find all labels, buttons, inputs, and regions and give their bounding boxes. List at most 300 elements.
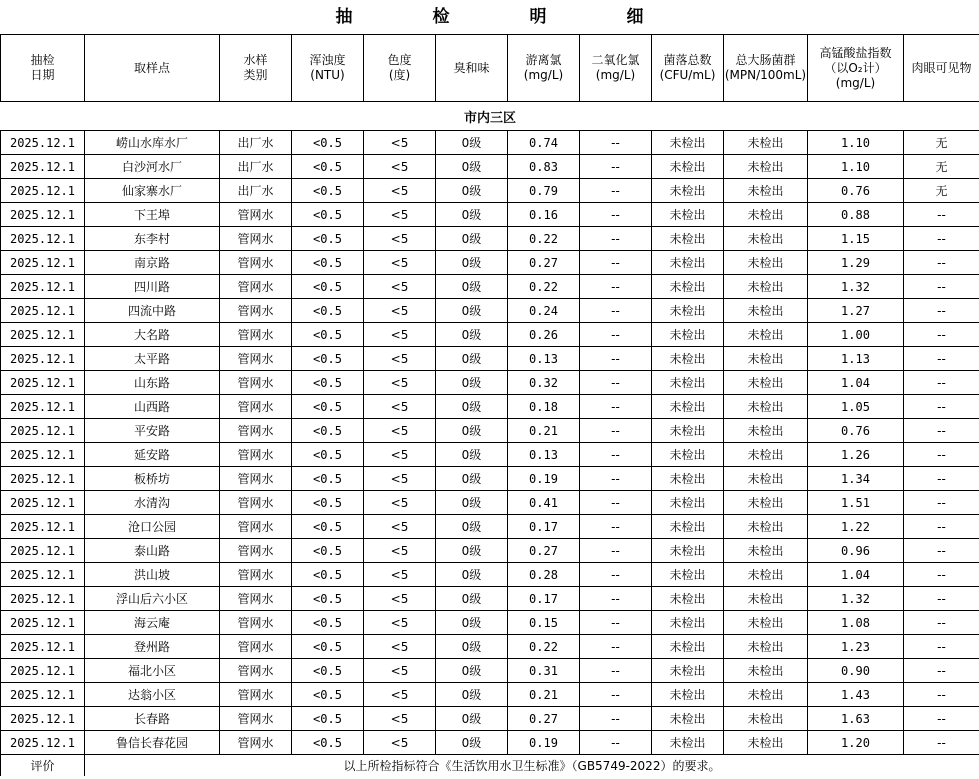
- table-cell: --: [580, 539, 652, 563]
- column-header-line: 菌落总数: [663, 53, 712, 67]
- table-row: [1, 539, 979, 563]
- table-cell: --: [580, 467, 652, 491]
- table-cell: <5: [364, 731, 436, 755]
- table-cell: 2025.12.1: [1, 515, 85, 539]
- table-cell: <0.5: [292, 539, 364, 563]
- table-cell: --: [904, 203, 979, 227]
- table-cell: 未检出: [724, 227, 808, 251]
- table-cell: --: [904, 731, 979, 755]
- table-cell: 未检出: [652, 683, 724, 707]
- table-cell: 1.15: [808, 227, 904, 251]
- table-cell: --: [904, 539, 979, 563]
- table-cell: 0级: [436, 635, 508, 659]
- table-cell: 0级: [436, 275, 508, 299]
- table-row: [1, 251, 979, 275]
- table-cell: --: [580, 395, 652, 419]
- table-cell: 板桥坊: [85, 467, 220, 491]
- table-cell: 1.43: [808, 683, 904, 707]
- table-cell: 0.18: [508, 395, 580, 419]
- table-cell: <0.5: [292, 419, 364, 443]
- table-row: [1, 659, 979, 683]
- table-cell: 未检出: [652, 371, 724, 395]
- table-cell: --: [904, 659, 979, 683]
- table-row: [1, 131, 979, 155]
- table-cell: <0.5: [292, 395, 364, 419]
- table-cell: 2025.12.1: [1, 467, 85, 491]
- table-cell: 未检出: [652, 659, 724, 683]
- table-cell: 山东路: [85, 371, 220, 395]
- table-cell: <0.5: [292, 251, 364, 275]
- table-cell: <0.5: [292, 299, 364, 323]
- table-cell: 下王埠: [85, 203, 220, 227]
- table-cell: 0.27: [508, 539, 580, 563]
- column-header: [220, 35, 292, 102]
- table-cell: 未检出: [724, 539, 808, 563]
- column-header: [292, 35, 364, 102]
- table-cell: 2025.12.1: [1, 299, 85, 323]
- table-cell: 0.21: [508, 683, 580, 707]
- table-row: [1, 731, 979, 755]
- column-header-line: （以O₂计）: [824, 60, 887, 75]
- table-cell: 未检出: [724, 635, 808, 659]
- table-row: [1, 371, 979, 395]
- table-cell: 未检出: [724, 251, 808, 275]
- column-header-line: (MPN/100mL): [724, 68, 807, 82]
- table-cell: 0.27: [508, 251, 580, 275]
- table-cell: 0.26: [508, 323, 580, 347]
- table-cell: 管网水: [220, 299, 292, 323]
- table-cell: 1.26: [808, 443, 904, 467]
- table-cell: 管网水: [220, 203, 292, 227]
- inspection-table: [0, 34, 979, 776]
- section-title: 市内三区: [1, 102, 979, 131]
- table-cell: 0.19: [508, 467, 580, 491]
- table-cell: 南京路: [85, 251, 220, 275]
- table-cell: 2025.12.1: [1, 731, 85, 755]
- column-header-line: (mg/L): [595, 68, 636, 82]
- table-cell: 1.08: [808, 611, 904, 635]
- table-cell: 2025.12.1: [1, 419, 85, 443]
- table-cell: 达翁小区: [85, 683, 220, 707]
- table-cell: 0.76: [808, 419, 904, 443]
- table-cell: 未检出: [652, 563, 724, 587]
- table-cell: 管网水: [220, 539, 292, 563]
- table-cell: 未检出: [724, 203, 808, 227]
- table-cell: --: [580, 443, 652, 467]
- table-row: [1, 491, 979, 515]
- table-cell: <0.5: [292, 707, 364, 731]
- table-cell: 未检出: [652, 395, 724, 419]
- table-row: [1, 227, 979, 251]
- table-cell: --: [904, 611, 979, 635]
- table-cell: <5: [364, 683, 436, 707]
- table-cell: 2025.12.1: [1, 491, 85, 515]
- table-cell: <5: [364, 707, 436, 731]
- table-cell: 2025.12.1: [1, 347, 85, 371]
- table-cell: 未检出: [724, 683, 808, 707]
- table-cell: 未检出: [724, 443, 808, 467]
- table-cell: 未检出: [724, 179, 808, 203]
- table-cell: --: [904, 635, 979, 659]
- column-header-line: (mg/L): [523, 68, 564, 82]
- table-cell: --: [580, 419, 652, 443]
- column-header: [904, 35, 979, 102]
- table-cell: --: [580, 635, 652, 659]
- table-cell: 未检出: [724, 731, 808, 755]
- table-cell: 0.22: [508, 275, 580, 299]
- table-cell: 未检出: [652, 419, 724, 443]
- table-cell: 2025.12.1: [1, 395, 85, 419]
- table-cell: 未检出: [652, 611, 724, 635]
- table-cell: 1.23: [808, 635, 904, 659]
- table-cell: 未检出: [724, 611, 808, 635]
- column-header-line: 类别: [243, 68, 268, 82]
- table-cell: <5: [364, 515, 436, 539]
- table-cell: <5: [364, 347, 436, 371]
- table-cell: 1.04: [808, 371, 904, 395]
- column-header: [808, 35, 904, 102]
- table-cell: 2025.12.1: [1, 227, 85, 251]
- table-cell: 0.24: [508, 299, 580, 323]
- table-cell: <5: [364, 587, 436, 611]
- table-cell: 未检出: [652, 275, 724, 299]
- table-cell: 未检出: [652, 203, 724, 227]
- table-cell: --: [904, 443, 979, 467]
- table-cell: --: [580, 203, 652, 227]
- table-cell: 管网水: [220, 635, 292, 659]
- column-header-line: 肉眼可见物: [911, 60, 972, 75]
- evaluation-row: [1, 755, 979, 777]
- table-cell: 未检出: [652, 299, 724, 323]
- table-cell: 1.22: [808, 515, 904, 539]
- column-header: [1, 35, 85, 102]
- table-cell: 0级: [436, 587, 508, 611]
- table-cell: 0级: [436, 563, 508, 587]
- table-cell: 洪山坡: [85, 563, 220, 587]
- table-cell: 0级: [436, 179, 508, 203]
- table-cell: --: [904, 419, 979, 443]
- column-header-line: 色度: [387, 53, 412, 67]
- table-cell: <0.5: [292, 515, 364, 539]
- table-cell: 平安路: [85, 419, 220, 443]
- column-header-line: 日期: [30, 68, 55, 82]
- table-cell: 未检出: [652, 635, 724, 659]
- table-cell: <5: [364, 371, 436, 395]
- column-header-line: 臭和味: [453, 60, 490, 75]
- column-header-line: 抽检: [30, 53, 55, 67]
- table-cell: <5: [364, 539, 436, 563]
- table-cell: 0.96: [808, 539, 904, 563]
- table-cell: 山西路: [85, 395, 220, 419]
- table-cell: 0.16: [508, 203, 580, 227]
- table-cell: 管网水: [220, 587, 292, 611]
- table-cell: 四川路: [85, 275, 220, 299]
- table-cell: <0.5: [292, 443, 364, 467]
- table-cell: <0.5: [292, 467, 364, 491]
- column-header: [85, 35, 220, 102]
- table-cell: --: [580, 179, 652, 203]
- section-row: [1, 102, 979, 131]
- evaluation-text: 以上所检指标符合《生活饮用水卫生标准》（GB5749-2022）的要求。: [85, 755, 979, 777]
- table-cell: 0级: [436, 467, 508, 491]
- table-cell: 管网水: [220, 419, 292, 443]
- table-cell: --: [904, 251, 979, 275]
- table-cell: <0.5: [292, 203, 364, 227]
- table-row: [1, 299, 979, 323]
- table-cell: 管网水: [220, 347, 292, 371]
- table-cell: 0.83: [508, 155, 580, 179]
- table-cell: 管网水: [220, 323, 292, 347]
- table-cell: 仙家寨水厂: [85, 179, 220, 203]
- table-cell: 未检出: [724, 515, 808, 539]
- table-cell: <5: [364, 467, 436, 491]
- table-cell: --: [904, 563, 979, 587]
- table-cell: 0级: [436, 155, 508, 179]
- table-cell: 无: [904, 179, 979, 203]
- table-cell: 2025.12.1: [1, 323, 85, 347]
- table-cell: <5: [364, 155, 436, 179]
- column-header: [724, 35, 808, 102]
- table-cell: <5: [364, 251, 436, 275]
- table-cell: 2025.12.1: [1, 251, 85, 275]
- table-cell: <5: [364, 299, 436, 323]
- table-cell: 沧口公园: [85, 515, 220, 539]
- table-cell: <5: [364, 275, 436, 299]
- title-char: 抽: [335, 7, 353, 27]
- table-cell: --: [904, 467, 979, 491]
- table-cell: 0.21: [508, 419, 580, 443]
- table-cell: 0级: [436, 419, 508, 443]
- table-cell: 0级: [436, 443, 508, 467]
- table-cell: 未检出: [652, 251, 724, 275]
- table-cell: <0.5: [292, 347, 364, 371]
- table-cell: 2025.12.1: [1, 683, 85, 707]
- table-cell: --: [580, 683, 652, 707]
- table-cell: 0级: [436, 731, 508, 755]
- table-cell: 1.04: [808, 563, 904, 587]
- table-cell: 管网水: [220, 707, 292, 731]
- table-cell: 管网水: [220, 683, 292, 707]
- table-cell: --: [904, 347, 979, 371]
- table-cell: 未检出: [724, 491, 808, 515]
- table-cell: 未检出: [652, 323, 724, 347]
- table-cell: 0.88: [808, 203, 904, 227]
- table-cell: <5: [364, 227, 436, 251]
- table-cell: 管网水: [220, 227, 292, 251]
- table-row: [1, 323, 979, 347]
- column-header: [364, 35, 436, 102]
- table-cell: 0.22: [508, 635, 580, 659]
- table-cell: 太平路: [85, 347, 220, 371]
- table-cell: 管网水: [220, 515, 292, 539]
- table-cell: 0级: [436, 659, 508, 683]
- column-header-line: (CFU/mL): [659, 68, 716, 82]
- table-cell: 0.41: [508, 491, 580, 515]
- table-cell: 水清沟: [85, 491, 220, 515]
- table-cell: 0级: [436, 515, 508, 539]
- table-cell: <0.5: [292, 611, 364, 635]
- table-row: [1, 467, 979, 491]
- table-cell: --: [904, 227, 979, 251]
- table-cell: <0.5: [292, 371, 364, 395]
- table-cell: 福北小区: [85, 659, 220, 683]
- table-cell: 鲁信长春花园: [85, 731, 220, 755]
- table-cell: 未检出: [724, 131, 808, 155]
- table-row: [1, 515, 979, 539]
- table-cell: <0.5: [292, 731, 364, 755]
- table-cell: <0.5: [292, 179, 364, 203]
- table-cell: 1.63: [808, 707, 904, 731]
- table-cell: 1.20: [808, 731, 904, 755]
- table-cell: --: [904, 323, 979, 347]
- table-cell: <5: [364, 179, 436, 203]
- table-cell: 0级: [436, 539, 508, 563]
- table-cell: 泰山路: [85, 539, 220, 563]
- table-cell: 未检出: [724, 587, 808, 611]
- table-cell: --: [580, 563, 652, 587]
- column-header-line: (mg/L): [835, 75, 876, 90]
- column-header-line: 取样点: [133, 60, 170, 75]
- table-row: [1, 179, 979, 203]
- page-title: [0, 0, 979, 34]
- table-cell: 出厂水: [220, 155, 292, 179]
- table-cell: 0.17: [508, 515, 580, 539]
- table-cell: 1.10: [808, 131, 904, 155]
- column-header: [580, 35, 652, 102]
- table-cell: 1.27: [808, 299, 904, 323]
- table-cell: 0级: [436, 491, 508, 515]
- table-cell: --: [580, 611, 652, 635]
- table-cell: 出厂水: [220, 131, 292, 155]
- table-cell: 未检出: [652, 179, 724, 203]
- table-cell: --: [580, 251, 652, 275]
- table-cell: --: [580, 587, 652, 611]
- table-cell: 四流中路: [85, 299, 220, 323]
- table-cell: 崂山水库水厂: [85, 131, 220, 155]
- table-row: [1, 707, 979, 731]
- table-cell: 管网水: [220, 371, 292, 395]
- table-cell: --: [580, 323, 652, 347]
- table-cell: <5: [364, 659, 436, 683]
- table-cell: --: [580, 731, 652, 755]
- evaluation-label: 评价: [1, 755, 85, 777]
- table-cell: 白沙河水厂: [85, 155, 220, 179]
- table-cell: <5: [364, 491, 436, 515]
- table-cell: <5: [364, 323, 436, 347]
- table-cell: 未检出: [652, 515, 724, 539]
- table-cell: 未检出: [652, 587, 724, 611]
- table-cell: --: [904, 491, 979, 515]
- table-cell: 管网水: [220, 611, 292, 635]
- table-cell: 2025.12.1: [1, 611, 85, 635]
- table-cell: 0级: [436, 227, 508, 251]
- table-cell: 出厂水: [220, 179, 292, 203]
- table-row: [1, 563, 979, 587]
- table-cell: 0.13: [508, 347, 580, 371]
- table-cell: 1.29: [808, 251, 904, 275]
- table-cell: <0.5: [292, 635, 364, 659]
- table-cell: 登州路: [85, 635, 220, 659]
- table-cell: --: [580, 515, 652, 539]
- table-row: [1, 347, 979, 371]
- table-cell: --: [904, 371, 979, 395]
- table-row: [1, 635, 979, 659]
- table-cell: 未检出: [724, 155, 808, 179]
- table-cell: 无: [904, 155, 979, 179]
- table-cell: 未检出: [724, 467, 808, 491]
- table-cell: 未检出: [652, 443, 724, 467]
- table-cell: 管网水: [220, 251, 292, 275]
- table-cell: 海云庵: [85, 611, 220, 635]
- table-cell: --: [580, 299, 652, 323]
- table-cell: 0级: [436, 251, 508, 275]
- table-cell: 管网水: [220, 395, 292, 419]
- column-header-line: 高锰酸盐指数: [819, 45, 892, 60]
- table-cell: --: [904, 587, 979, 611]
- table-cell: --: [580, 275, 652, 299]
- table-cell: <5: [364, 563, 436, 587]
- table-cell: 2025.12.1: [1, 155, 85, 179]
- table-cell: 0级: [436, 371, 508, 395]
- table-cell: 0级: [436, 611, 508, 635]
- column-header-line: 水样: [243, 53, 268, 67]
- table-cell: --: [580, 659, 652, 683]
- table-row: [1, 587, 979, 611]
- table-cell: 未检出: [724, 323, 808, 347]
- table-cell: 0级: [436, 683, 508, 707]
- table-cell: 管网水: [220, 467, 292, 491]
- table-cell: 0.15: [508, 611, 580, 635]
- table-cell: --: [580, 155, 652, 179]
- table-cell: --: [580, 371, 652, 395]
- table-cell: 0级: [436, 131, 508, 155]
- table-cell: 管网水: [220, 659, 292, 683]
- table-cell: <0.5: [292, 563, 364, 587]
- table-cell: 1.34: [808, 467, 904, 491]
- table-cell: <5: [364, 635, 436, 659]
- table-cell: <0.5: [292, 131, 364, 155]
- table-cell: <0.5: [292, 683, 364, 707]
- table-cell: <0.5: [292, 155, 364, 179]
- table-cell: <0.5: [292, 659, 364, 683]
- table-cell: 2025.12.1: [1, 443, 85, 467]
- table-cell: 0级: [436, 347, 508, 371]
- table-cell: <5: [364, 203, 436, 227]
- title-char: 检: [432, 7, 450, 27]
- table-cell: 1.05: [808, 395, 904, 419]
- table-cell: 未检出: [652, 467, 724, 491]
- table-cell: 0级: [436, 323, 508, 347]
- table-cell: 2025.12.1: [1, 635, 85, 659]
- table-cell: 2025.12.1: [1, 131, 85, 155]
- table-cell: 未检出: [652, 131, 724, 155]
- table-cell: 1.13: [808, 347, 904, 371]
- title-char: 细: [626, 7, 644, 27]
- table-cell: 未检出: [652, 707, 724, 731]
- table-cell: 0.76: [808, 179, 904, 203]
- table-cell: --: [580, 227, 652, 251]
- table-cell: 1.00: [808, 323, 904, 347]
- table-cell: 1.51: [808, 491, 904, 515]
- table-cell: --: [904, 395, 979, 419]
- table-cell: 管网水: [220, 491, 292, 515]
- table-row: [1, 275, 979, 299]
- title-char: 明: [529, 7, 547, 27]
- column-header-line: 游离氯: [525, 53, 562, 67]
- table-cell: --: [904, 683, 979, 707]
- column-header-line: (NTU): [310, 68, 345, 82]
- table-cell: <5: [364, 131, 436, 155]
